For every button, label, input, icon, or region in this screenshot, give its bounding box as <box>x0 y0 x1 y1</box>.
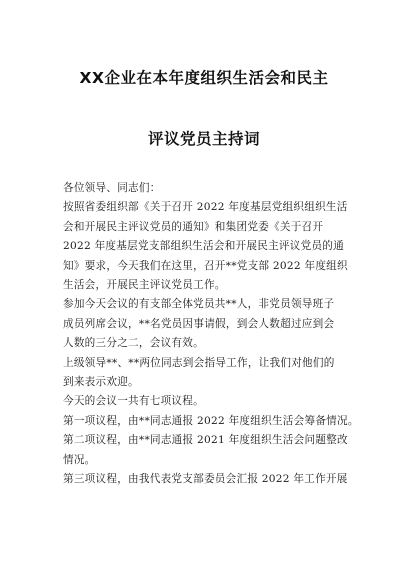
body-line: 人数的三分之二，会议有效。 <box>63 337 204 350</box>
body-line: 第一项议程，由**同志通报 2022 年度组织生活会筹备情况。 <box>63 414 359 427</box>
body-line: 参加今天会议的有支部全体党员共**人，非党员领导班子 <box>63 298 335 311</box>
body-line: 情况。 <box>63 453 96 466</box>
body-line: 2022 年度基层党支部组织生活会和开展民主评议党员的通 <box>63 240 344 253</box>
body-line: 会和开展民主评议党员的通知》和集团党委《关于召开 <box>63 220 324 233</box>
document-body <box>63 179 359 490</box>
body-line: 今天的会议一共有七项议程。 <box>63 395 204 408</box>
document-title-line-2: 评议党员主持词 <box>147 130 260 148</box>
body-line: 第三项议程，由我代表党支部委员会汇报 2022 年工作开展 <box>63 473 348 486</box>
body-line: 第二项议程，由**同志通报 2021 年度组织生活会问题整改 <box>63 434 348 447</box>
body-line: 生活会，开展民主评议党员工作。 <box>63 279 226 292</box>
body-line: 到来表示欢迎。 <box>63 376 139 389</box>
body-line: 成员列席会议，**名党员因事请假，到会人数超过应到会 <box>63 317 335 330</box>
document-title-line-1: XX企业在本年度组织生活会和民主 <box>79 69 329 87</box>
body-line: 各位领导、同志们： <box>63 182 161 194</box>
body-line: 按照省委组织部《关于召开 2022 年度基层党组织组织生活 <box>63 201 348 214</box>
body-line: 上级领导**、**两位同志到会指导工作，让我们对他们的 <box>63 356 335 369</box>
body-line: 知》要求，今天我们在这里，召开**党支部 2022 年度组织 <box>63 259 348 272</box>
